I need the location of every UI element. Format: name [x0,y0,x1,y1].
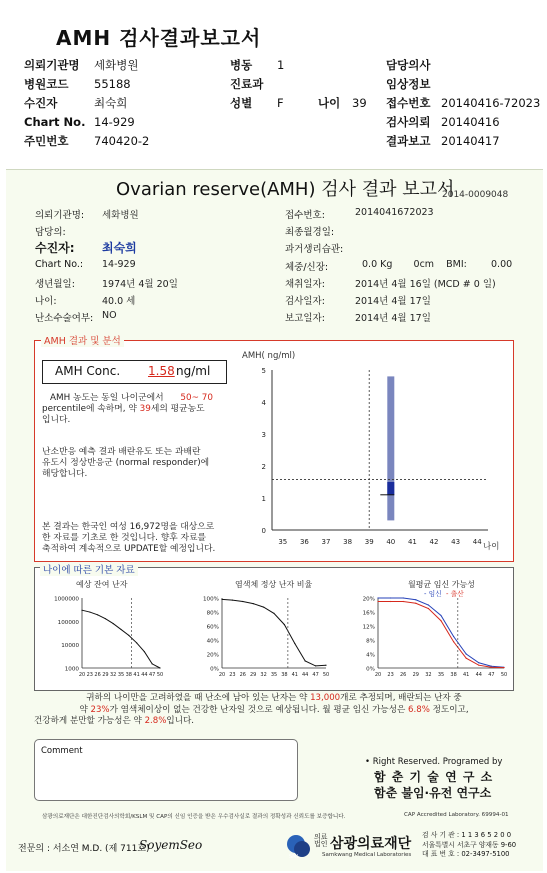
y-tick-label: 1000 [64,666,79,673]
iqr-box [387,482,394,495]
y-tick-label: 0% [366,666,375,673]
x-tick-label: 20 [78,672,86,678]
amh-conc-box [42,360,227,384]
text: 입니다. [166,716,195,726]
conc-label: AMH Conc. [55,364,121,378]
label: Chart No. [24,115,86,129]
contact-info [422,831,516,860]
text: 약 [79,704,88,715]
label: 임상정보 [386,77,431,91]
y-tick-label: 20% [206,652,219,659]
label: 검사의뢰 [386,115,431,129]
conc-unit: ng/ml [176,364,211,378]
foundation-subname: Samkwang Medical Laboratories [322,852,412,858]
y-tick-label: 100000 [57,619,79,626]
x-tick-label: 41 [407,538,417,546]
normal-egg-ratio-chart [188,576,333,682]
x-tick-label: 41 [133,672,140,678]
text: 정도이고, [432,704,469,715]
y-tick-label: 100% [203,596,219,603]
x-tick-label: 38 [125,672,132,678]
label: 진료과 [230,77,264,91]
data-point [478,662,479,663]
value: 2014년 4월 17일 [355,296,431,307]
label: 나이: [35,296,57,307]
page-title: AMH 검사결과보고서 [56,26,262,50]
x-tick-label: 40 [386,538,396,546]
label: 담당의사 [386,58,431,72]
address: 서울특별시 서초구 양재동 9-60 [422,840,517,849]
x-tick-label: 44 [475,672,482,678]
x-tick-label: 23 [387,672,394,678]
text: 본 결과는 한국인 여성 16,972명을 대상으로 [42,522,215,532]
data-point [89,611,90,612]
value: 2014년 4월 17일 [355,313,431,324]
value: 1 [277,58,285,72]
amh-response-text [42,447,232,480]
value: 0.0 Kg 0cm BMI: 0.00 [362,259,513,270]
chart-title: 예상 잔여 난자 [76,580,128,589]
label: 수진자 [24,96,58,110]
data-point [152,663,153,664]
legend-pregnancy: - 임신 [424,590,442,598]
data-point [315,665,316,666]
value: 최숙희 [94,96,128,110]
label: 보고일자: [285,313,325,324]
data-point [415,599,416,600]
label: 생년월일: [35,279,75,290]
percentile-range: 50~ 70 [180,393,213,403]
cap-text: CAP Accredited Laboratory. 69994-01 [404,812,509,818]
foundation-name: 삼광의료재단 [330,836,412,852]
birth-rate: 2.8% [144,716,167,726]
data-point [273,613,274,614]
value: NO [102,310,117,321]
y-tick-label: 12% [362,624,375,631]
label: 성별 [230,96,253,110]
y-axis-label: AMH( ng/ml) [242,351,296,361]
comment-box [34,739,298,801]
rights-text: • Right Reserved. Programed by [365,757,503,767]
value: F [277,96,284,110]
x-tick-label: 41 [463,672,470,678]
data-point [263,607,264,608]
text: 축적하여 계속적으로 UPDATE할 예정입니다. [42,544,216,554]
data-point [159,667,160,668]
x-tick-label: 42 [429,538,439,546]
pregnancy-rate: 6.8% [408,704,430,715]
data-point [97,614,98,615]
data-point [415,603,416,604]
basic-data-heading: 나이에 따른 기본 자료 [40,562,138,576]
x-tick-label: 50 [322,672,330,678]
data-point [453,641,454,642]
label: 채취일자: [285,279,325,290]
data-point [428,604,429,605]
x-tick-label: 29 [250,672,257,678]
label: 담당의: [35,227,66,238]
data-point [81,610,82,611]
label: 검사일자: [285,296,325,307]
x-tick-label: 39 [364,538,374,546]
report-number: 2014-0009048 [442,190,509,200]
label: 과거생리습관: [285,244,344,255]
value: 55188 [94,77,131,91]
accreditation-text: 삼광의료재단은 대한진단검사의학회/KSLM 및 CAP의 신임 인증을 받은 우수검사실로 결과의 정확성과 신뢰도를 보증합니다. [42,814,346,820]
data-point [242,601,243,602]
text: 세의 평균농도 [150,404,205,414]
value: 20140416-72023 [441,96,541,110]
egg-count: 13,000 [310,693,341,703]
y-tick-label: 10000 [61,643,79,650]
x-tick-label: 44 [302,672,309,678]
x-tick-label: 35 [437,672,445,678]
age: 39 [139,404,151,414]
value: 40.0 세 [102,296,136,307]
data-point [466,653,467,654]
data-point [305,660,306,661]
comment-label: Comment [41,746,83,756]
y-tick-label: 20% [362,596,375,603]
x-tick-label: 29 [102,672,109,678]
y-tick-label: 60% [206,624,219,631]
svg-text:SML: SML [289,854,300,860]
data-point [128,635,129,636]
data-point [491,666,492,667]
y-tick-label: 4% [366,652,375,659]
text: 귀하의 나이만을 고려하였을 때 난소에 남아 있는 난자는 약 [86,693,308,703]
y-tick-label: 16% [362,610,375,617]
x-tick-label: 35 [270,672,278,678]
chart-title: 월평균 임신 가능성 [408,580,475,589]
y-tick-label: 4 [261,399,266,407]
amh-heading: AMH 결과 및 분석 [41,333,124,347]
amh-note-text [42,522,237,555]
data-point [221,599,222,600]
x-tick-label: 23 [229,672,236,678]
x-axis-label: 나이 [483,542,500,552]
data-point [440,620,441,621]
series-line [222,599,326,666]
remaining-eggs-chart [36,576,166,682]
x-tick-label: 43 [451,538,461,546]
data-point [478,665,479,666]
label: 접수번호: [285,210,325,221]
label: 병동 [230,58,253,72]
data-point [113,623,114,624]
data-point [294,643,295,644]
x-tick-label: 26 [94,672,101,678]
data-point [136,642,137,643]
label: 최종월경일: [285,227,335,238]
label: 의뢰기관명 [24,58,80,72]
y-tick-label: 80% [206,610,219,617]
data-point [503,667,504,668]
abnormal-rate: 23% [90,704,110,715]
series-line [82,610,160,668]
patient-name: 최숙희 [102,241,137,255]
data-point [428,608,429,609]
y-tick-label: 3 [261,431,266,439]
text: 난소반응 예측 결과 배란유도 또는 과배란 [42,447,201,457]
text: 한 자료를 기초로 한 것입니다. 향후 자료를 [42,533,207,543]
value: 1974년 4월 20일 [102,279,178,290]
label: 주민번호 [24,134,69,148]
label: 접수번호 [386,96,431,110]
legend-birth: - 출산 [446,590,464,598]
x-tick-label: 26 [400,672,407,678]
data-point [390,597,391,598]
text: AMH 농도는 동일 나이군에서 [50,393,164,403]
conc-value: 1.58 [148,364,175,378]
y-tick-label: 1 [261,495,266,503]
header-info [0,56,547,156]
text: 입니다. [42,415,71,425]
y-tick-label: 0% [210,666,219,673]
value: 세화병원 [102,210,139,221]
amh-age-chart [236,346,510,558]
y-tick-label: 1000000 [54,596,79,603]
text: percentile에 속하며, 약 [42,404,137,414]
value: 2014년 4월 16일 (MCD # 0 일) [355,279,496,290]
series-line [378,602,504,668]
data-point [377,597,378,598]
data-point [232,600,233,601]
x-tick-label: 50 [500,672,508,678]
x-tick-label: 20 [374,672,382,678]
text: 건강하게 분만할 가능성은 약 [34,716,142,726]
data-point [377,601,378,602]
text: 해당합니다. [42,469,88,479]
data-point [403,597,404,598]
label: 병원코드 [24,77,69,91]
phone: 대 표 번 호 : 02-3497-5100 [422,850,510,858]
org-name-2: 함춘 불임·유전 연구소 [374,786,492,800]
x-tick-label: 38 [343,538,353,546]
series-line [378,598,504,667]
y-tick-label: 0 [261,527,266,535]
foundation-logo-icon [284,832,314,860]
x-tick-label: 47 [312,672,319,678]
text: 개로 추정되며, 배란되는 난자 중 [340,693,462,703]
value: 740420-2 [94,134,150,148]
label: 나이 [318,96,341,110]
x-tick-label: 32 [260,672,267,678]
doctor-signature: SoyemSeo [139,838,203,852]
label: Chart No.: [35,259,84,270]
x-tick-label: 41 [291,672,298,678]
x-tick-label: 36 [299,538,309,546]
text: 가 염색체이상이 없는 건강한 난자일 것으로 예상됩니다. 월 평균 임신 가능성은 [109,704,406,715]
foundation-prefix: 의료 법인 [314,833,328,848]
x-tick-label: 35 [278,538,288,546]
patient-info [0,207,547,327]
chart-title: 염색체 정상 난자 비율 [235,580,313,589]
label: 난소수술여부: [35,313,94,324]
value: 20140417 [441,134,500,148]
x-tick-label: 47 [149,672,156,678]
data-point [403,601,404,602]
pregnancy-chance-chart [342,576,512,682]
data-point [440,615,441,616]
data-point [390,601,391,602]
x-tick-label: 37 [321,538,331,546]
x-tick-label: 20 [218,672,226,678]
value: 14-929 [94,115,135,129]
value: 14-929 [102,259,136,270]
label: 의뢰기관명: [35,210,85,221]
data-point [453,636,454,637]
data-point [120,629,121,630]
value: 39 [352,96,367,110]
x-tick-label: 29 [412,672,419,678]
x-tick-label: 47 [488,672,495,678]
x-tick-label: 44 [141,672,148,678]
y-tick-label: 2 [261,463,266,471]
value: 2014041672023 [355,207,434,218]
x-tick-label: 23 [86,672,93,678]
y-tick-label: 40% [206,638,219,645]
summary-note [34,693,514,728]
data-point [105,618,106,619]
x-tick-label: 32 [425,672,432,678]
value: 세화병원 [94,58,139,72]
org-name-1: 함 춘 기 술 연 구 소 [374,770,494,784]
label: 수진자: [35,241,75,255]
x-tick-label: 32 [110,672,117,678]
data-point [466,658,467,659]
y-tick-label: 8% [366,638,375,645]
x-tick-label: 38 [281,672,288,678]
value: 20140416 [441,115,500,129]
x-tick-label: 38 [450,672,457,678]
data-point [284,624,285,625]
data-point [325,665,326,666]
label: 체중/신장: [285,262,329,273]
x-tick-label: 44 [472,538,482,546]
whisker-bar [387,376,394,520]
text: 유도시 정상반응군 (normal responder)에 [42,458,210,468]
y-tick-label: 5 [261,367,266,375]
data-point [491,667,492,668]
doctor-name: 전문의 : 서소연 M.D. (제 711호) [18,844,150,854]
report-title: Ovarian reserve(AMH) 검사 결과 보고서 [116,179,455,200]
x-tick-label: 50 [156,672,164,678]
amh-percentile-text [42,393,232,426]
data-point [144,651,145,652]
data-point [253,603,254,604]
x-tick-label: 35 [117,672,125,678]
label: 결과보고 [386,134,431,148]
lab-number: 검 사 기 관 : 1 1 3 6 5 2 0 0 [422,831,512,839]
x-tick-label: 26 [239,672,246,678]
